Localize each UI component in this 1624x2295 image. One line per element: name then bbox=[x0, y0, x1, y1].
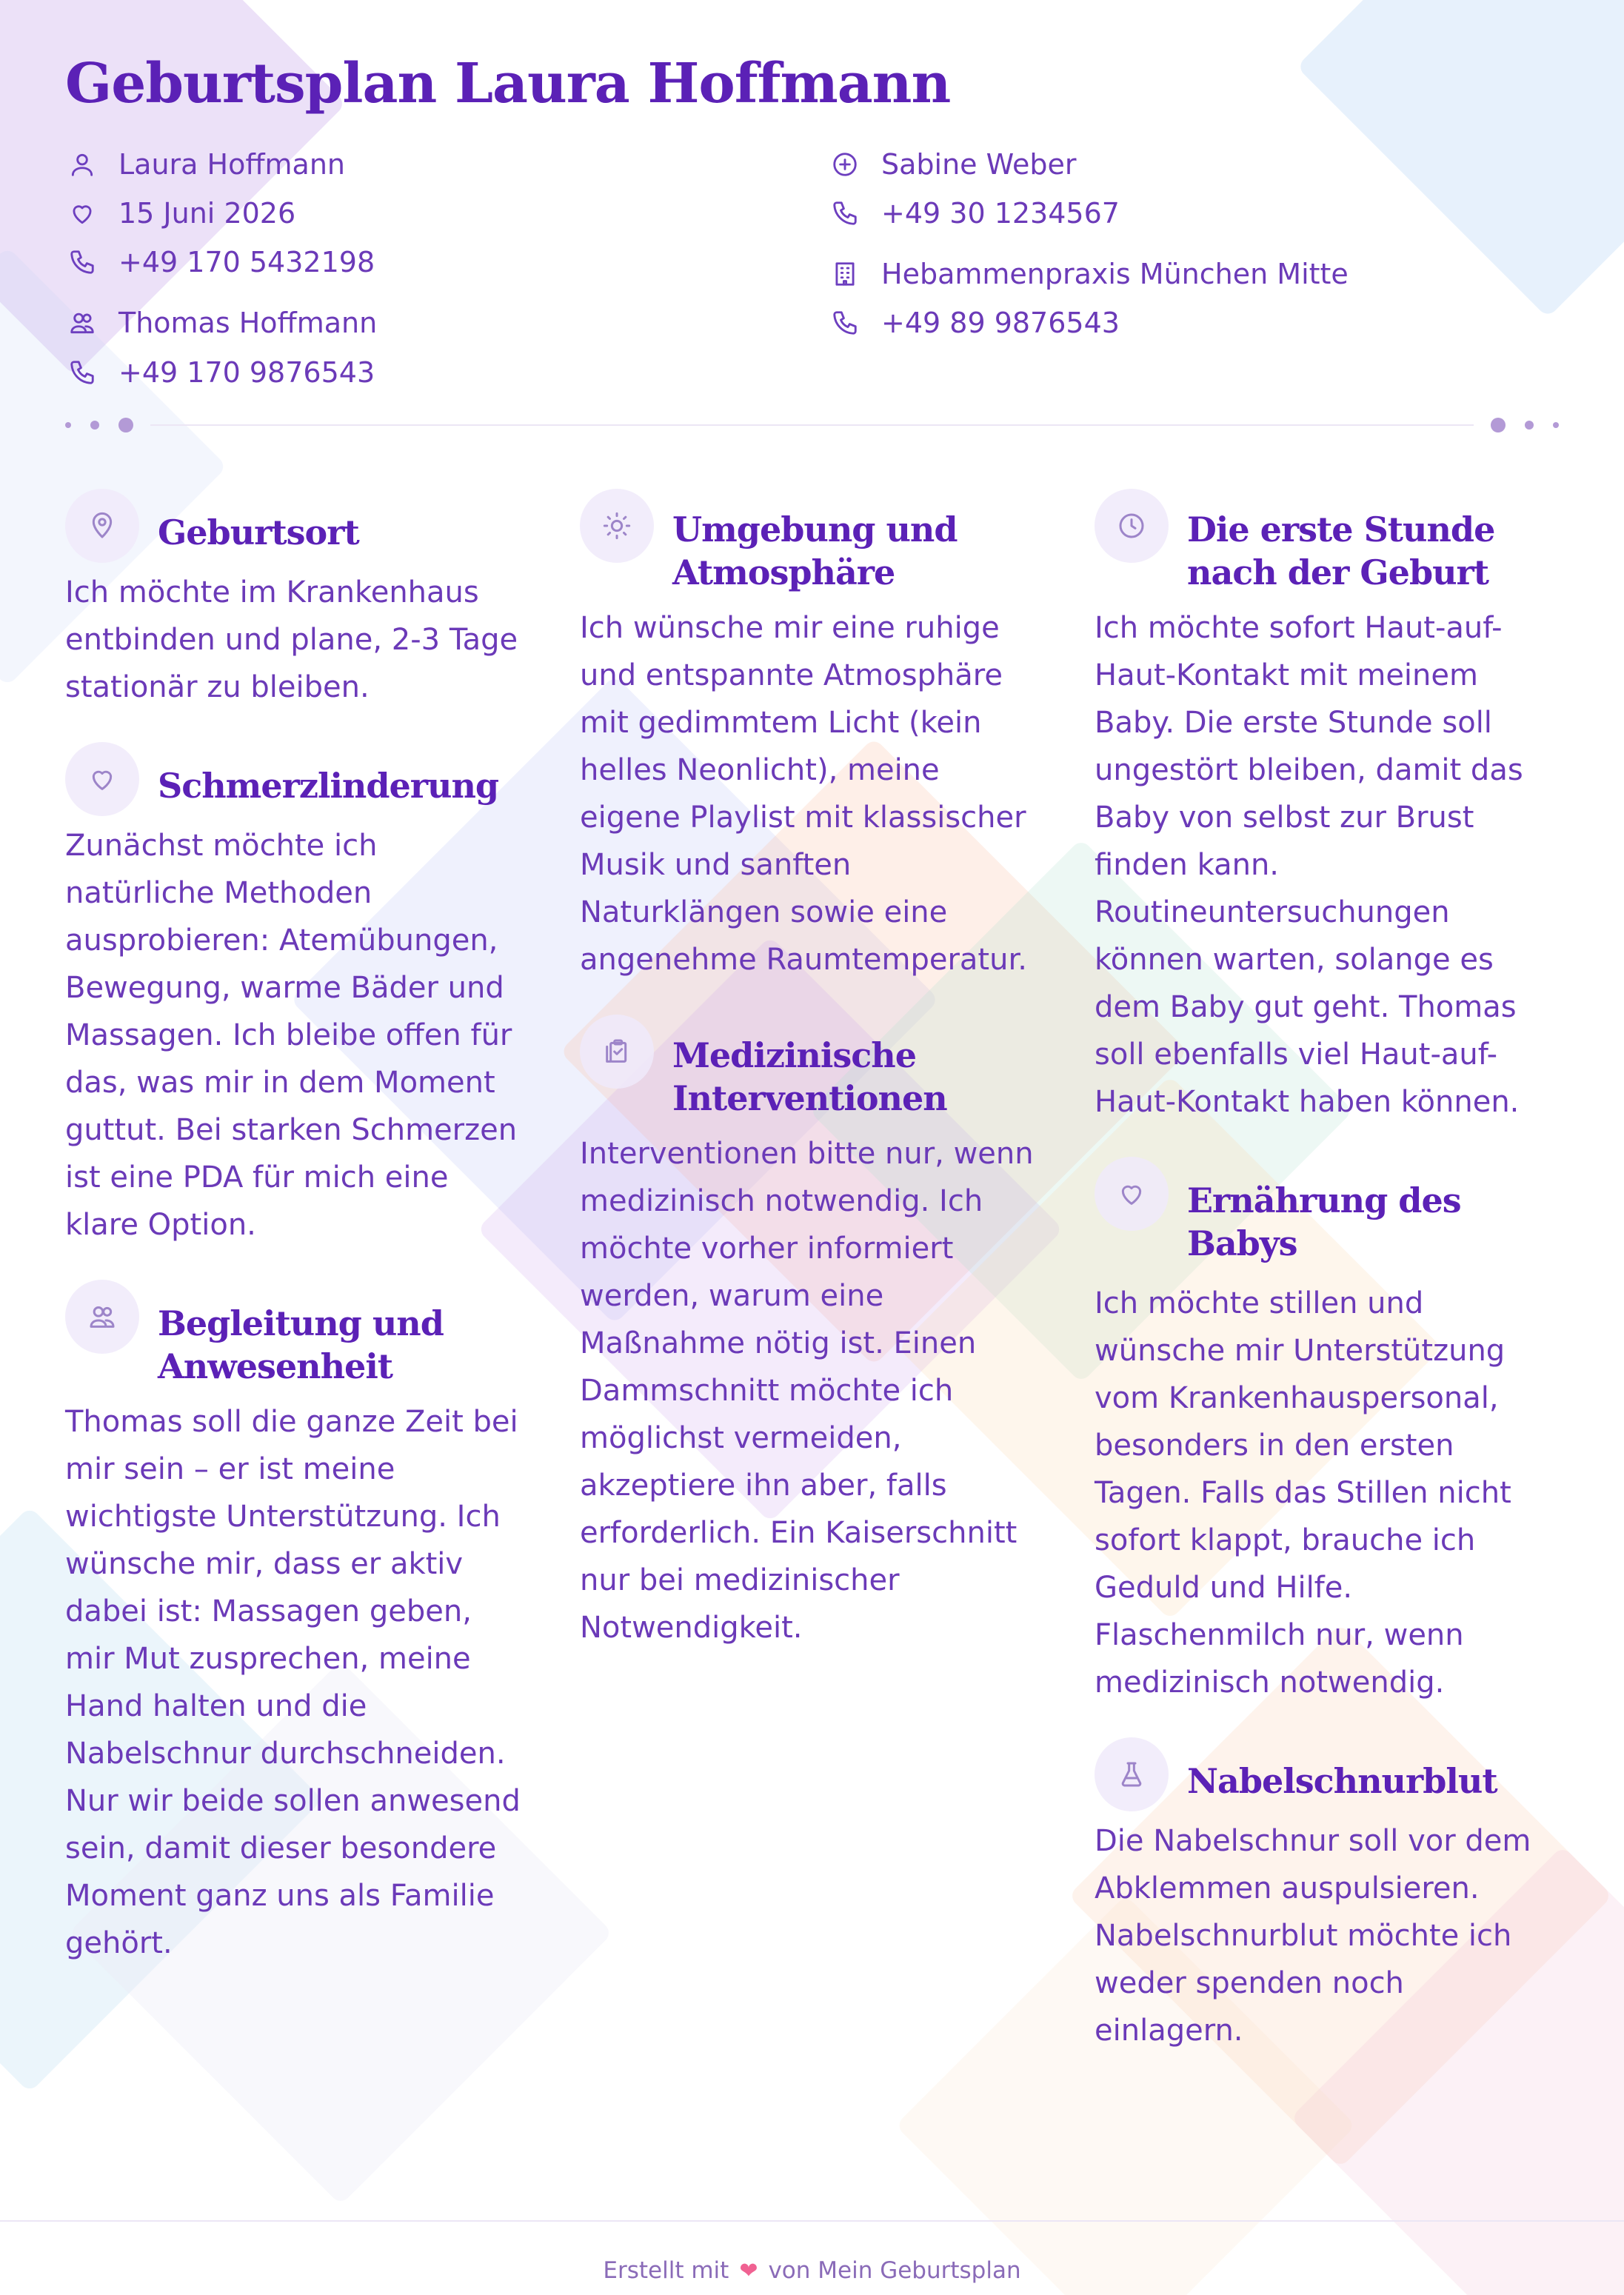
section-title: Umgebung und Atmosphäre bbox=[672, 510, 958, 592]
footer-divider bbox=[0, 2220, 1624, 2222]
contact-text: +49 170 5432198 bbox=[118, 246, 375, 278]
section-ernaehrung bbox=[1095, 1157, 1558, 1706]
page-title: Geburtsplan Laura Hoffmann bbox=[65, 52, 951, 116]
column-left bbox=[65, 489, 529, 1967]
section-body: Ich möchte im Krankenhaus entbinden und plane, 2-3 Tage stationär zu bleiben. bbox=[65, 575, 518, 704]
building-icon bbox=[831, 260, 859, 288]
section-body: Die Nabelschnur soll vor dem Abklemmen auspulsieren. Nabelschnurblut möchte ich weder spenden noch einlagern. bbox=[1095, 1824, 1531, 2048]
phone-icon bbox=[68, 248, 96, 276]
footer bbox=[0, 2257, 1624, 2284]
user-icon bbox=[68, 150, 96, 178]
mother-phone bbox=[68, 246, 375, 278]
midwife-name bbox=[831, 148, 1076, 181]
mother-name bbox=[68, 148, 345, 181]
practice-phone bbox=[831, 307, 1120, 339]
section-title: Begleitung und Anwesenheit bbox=[158, 1303, 444, 1386]
column-middle bbox=[580, 489, 1043, 1651]
section-title: Medizinische Interventionen bbox=[672, 1035, 947, 1118]
section-body: Thomas soll die ganze Zeit bei mir sein – er ist meine wichtigste Unterstützung. Ich wünsche mir, dass er aktiv dabei ist: Massagen geben, mir Mut zusprechen, meine Hand halten und die Nabelschnur durchschneiden. Nur wir beide sollen anwesend sein, damit dieser besondere Moment ganz uns als Familie gehört. bbox=[65, 1405, 521, 1960]
footer-prefix: Erstellt mit bbox=[603, 2257, 729, 2284]
section-body: Interventionen bitte nur, wenn medizinisch notwendig. Ich möchte vorher informiert werden, warum eine Maßnahme nötig ist. Einen Dammschnitt möchte ich möglichst vermeiden, akzeptiere ihn aber, falls erforderlich. Ein Kaiserschnitt nur bei medizinischer Notwendigkeit. bbox=[580, 1137, 1034, 1645]
heart-icon bbox=[87, 764, 117, 794]
section-body: Zunächst möchte ich natürliche Methoden ausprobieren: Atemübungen, Bewegung, warme Bäder und Massagen. Ich bleibe offen für das, was mir in dem Moment guttut. Bei starken Schmerzen ist eine PDA für mich eine klare Option. bbox=[65, 829, 518, 1242]
flask-icon bbox=[1117, 1760, 1146, 1789]
contact-text: Laura Hoffmann bbox=[118, 148, 346, 181]
footer-suffix: von Mein Geburtsplan bbox=[768, 2257, 1021, 2284]
map-pin-icon bbox=[87, 511, 117, 541]
section-title: Ernährung des Babys bbox=[1187, 1180, 1461, 1263]
users-icon bbox=[68, 309, 96, 337]
heart-icon bbox=[68, 199, 96, 227]
header-divider bbox=[65, 416, 1559, 434]
column-right bbox=[1095, 489, 1558, 2054]
partner-phone bbox=[68, 356, 375, 389]
plus-circle-icon bbox=[831, 150, 859, 178]
contact-text: +49 170 9876543 bbox=[118, 356, 375, 389]
phone-icon bbox=[68, 358, 96, 387]
section-title: Die erste Stunde nach der Geburt bbox=[1187, 510, 1495, 592]
section-body: Ich möchte stillen und wünsche mir Unterstützung vom Krankenhauspersonal, besonders in den ersten Tagen. Falls das Stillen nicht sofort klappt, brauche ich Geduld und Hilfe. Flaschenmilch nur, wenn medizinisch notwendig. bbox=[1095, 1286, 1511, 1700]
heart-icon bbox=[1117, 1179, 1146, 1209]
section-umgebung bbox=[580, 489, 1043, 983]
heart-icon: ❤ bbox=[739, 2258, 758, 2284]
section-title: Nabelschnurblut bbox=[1187, 1761, 1497, 1801]
phone-icon bbox=[831, 199, 859, 227]
clock-icon bbox=[1117, 511, 1146, 541]
midwife-phone bbox=[831, 197, 1120, 230]
contact-text: Sabine Weber bbox=[881, 148, 1077, 181]
contact-text: Hebammenpraxis München Mitte bbox=[881, 258, 1349, 290]
phone-icon bbox=[831, 309, 859, 337]
section-nabelschnurblut bbox=[1095, 1737, 1558, 2054]
clipboard-icon bbox=[602, 1037, 632, 1066]
contact-text: +49 30 1234567 bbox=[881, 197, 1120, 230]
section-body: Ich wünsche mir eine ruhige und entspannte Atmosphäre mit gedimmtem Licht (kein helles Neonlicht), meine eigene Playlist mit klassischer Musik und sanften Naturklängen sowie eine angenehme Raumtemperatur. bbox=[580, 611, 1027, 977]
contact-text: +49 89 9876543 bbox=[881, 307, 1120, 339]
section-title: Geburtsort bbox=[158, 512, 359, 552]
section-title: Schmerzlinderung bbox=[158, 766, 499, 806]
section-erste-stunde bbox=[1095, 489, 1558, 1126]
section-schmerzlinderung bbox=[65, 742, 529, 1249]
users-icon bbox=[87, 1302, 117, 1332]
section-body: Ich möchte sofort Haut-auf-Haut-Kontakt mit meinem Baby. Die erste Stunde soll ungestört bleiben, damit das Baby von selbst zur Brust finden kann. Routineuntersuchungen können warten, solange es dem Baby gut geht. Thomas soll ebenfalls viel Haut-auf-Haut-Kontakt haben können. bbox=[1095, 611, 1523, 1119]
contact-text: Thomas Hoffmann bbox=[118, 307, 378, 339]
section-begleitung bbox=[65, 1280, 529, 1967]
section-medizin bbox=[580, 1015, 1043, 1651]
section-geburtsort bbox=[65, 489, 529, 711]
contact-text: 15 Juni 2026 bbox=[118, 197, 296, 230]
sun-icon bbox=[602, 511, 632, 541]
due-date bbox=[68, 197, 295, 230]
partner-name bbox=[68, 307, 377, 339]
practice-name bbox=[831, 258, 1349, 290]
